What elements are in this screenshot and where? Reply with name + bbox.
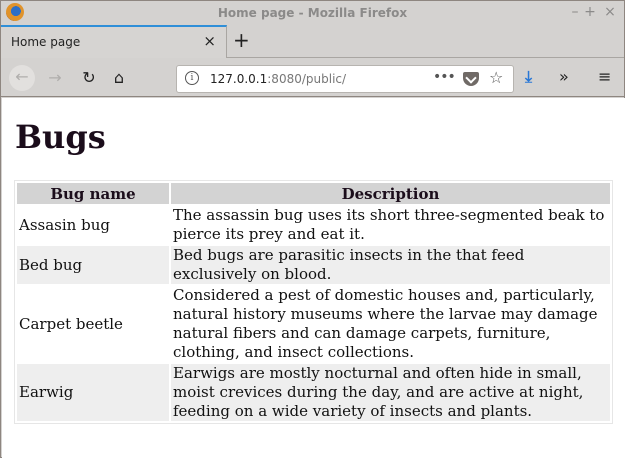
page-content bbox=[2, 98, 625, 458]
table-row bbox=[17, 206, 610, 244]
new-tab-button[interactable]: + bbox=[233, 28, 250, 52]
minimize-button[interactable]: – bbox=[571, 4, 579, 20]
site-info-icon[interactable]: i bbox=[185, 71, 199, 85]
bookmark-star-icon[interactable]: ☆ bbox=[489, 68, 504, 87]
window-title: Home page - Mozilla Firefox bbox=[217, 6, 408, 20]
url-bar[interactable] bbox=[176, 65, 514, 93]
pocket-icon[interactable] bbox=[463, 72, 479, 86]
description-cell: Earwigs are mostly nocturnal and often hide in small, moist crevices during the day, and are active at night, feeding on a wide variety of insects and plants. bbox=[171, 364, 610, 421]
back-button[interactable]: ← bbox=[9, 65, 35, 91]
header-bug-name: Bug name bbox=[17, 183, 169, 204]
description-cell: Bed bugs are parasitic insects in the that feed exclusively on blood. bbox=[171, 246, 610, 284]
description-cell: Considered a pest of domestic houses and, particularly, natural history museums where the larvae may damage natural fibers and can damage carpets, furniture, clothing, and insect collections. bbox=[173, 286, 598, 361]
page-actions-icon[interactable]: ••• bbox=[433, 69, 455, 85]
download-icon[interactable]: ⤓ bbox=[525, 67, 533, 86]
url-path: :8080/public/ bbox=[267, 72, 347, 86]
close-tab-icon[interactable]: × bbox=[203, 32, 216, 50]
description-cell: The assassin bug uses its short three-segmented beak to pierce its prey and eat it. bbox=[173, 206, 605, 243]
reload-button[interactable]: ↻ bbox=[82, 68, 96, 87]
maximize-button[interactable]: + bbox=[584, 4, 596, 20]
header-description: Description bbox=[171, 183, 610, 204]
tab-home-page[interactable] bbox=[1, 25, 227, 58]
page-title: Bugs bbox=[15, 118, 106, 156]
url-host: 127.0.0.1 bbox=[210, 72, 268, 86]
bug-name-cell: Carpet beetle bbox=[19, 314, 123, 333]
table-row bbox=[17, 246, 610, 284]
table-row bbox=[17, 364, 610, 421]
url-text[interactable] bbox=[210, 72, 346, 86]
home-button[interactable]: ⌂ bbox=[113, 68, 125, 87]
title-bar bbox=[1, 1, 624, 25]
bug-name-cell: Earwig bbox=[17, 364, 169, 421]
close-window-button[interactable]: × bbox=[604, 4, 616, 20]
table-row bbox=[17, 286, 610, 362]
bug-name-cell: Assasin bug bbox=[19, 215, 110, 234]
overflow-menu-icon[interactable]: » bbox=[559, 67, 569, 86]
tab-bar bbox=[1, 25, 624, 58]
table-header-row bbox=[17, 183, 610, 204]
tab-label: Home page bbox=[11, 35, 81, 49]
bug-name-cell: Bed bug bbox=[17, 246, 169, 284]
hamburger-menu-icon[interactable]: ≡ bbox=[598, 67, 612, 86]
navigation-toolbar bbox=[1, 59, 624, 97]
forward-button[interactable]: → bbox=[48, 68, 62, 87]
bugs-table bbox=[14, 180, 613, 424]
